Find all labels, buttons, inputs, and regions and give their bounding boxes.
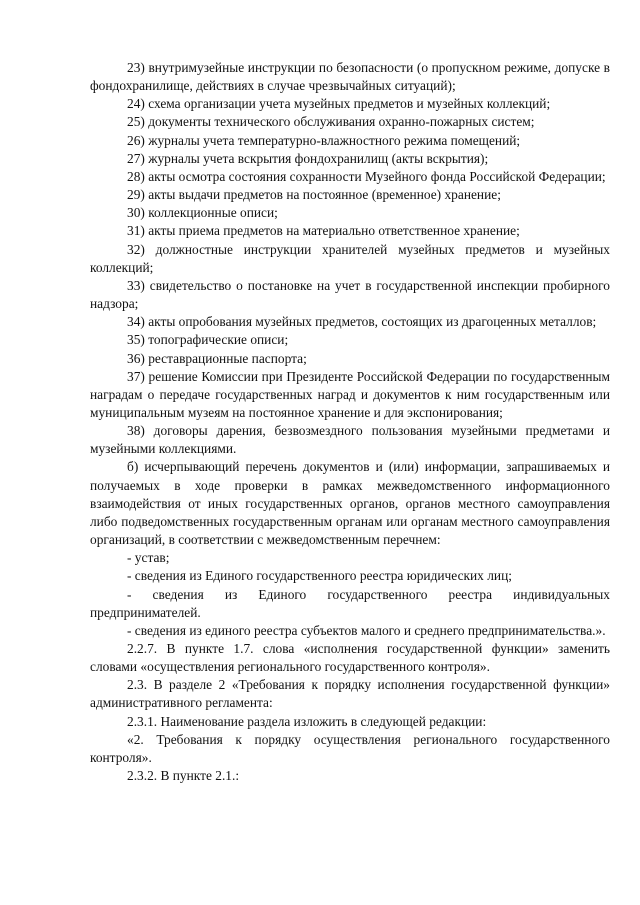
sublist-item-sme-registry: - сведения из единого реестра субъектов малого и среднего предпринимательства.». bbox=[127, 622, 606, 638]
clause-2-3: 2.3. В разделе 2 «Требования к порядку исполнения государственной функции» административного регламента: bbox=[90, 677, 610, 711]
list-item-31: 31) акты приема предметов на материально ответственное хранение; bbox=[127, 223, 520, 239]
list-item-25: 25) документы технического обслуживания охранно-пожарных систем; bbox=[127, 114, 535, 130]
list-item-33: 33) свидетельство о постановке на учет в государственной инспекции пробирного надзора; bbox=[90, 277, 610, 312]
sublist-item-egrip: - сведения из Единого государственного реестра индивидуальных предпринимателей. bbox=[90, 586, 610, 620]
list-item-30: 30) коллекционные описи; bbox=[127, 205, 278, 221]
list-item-38: 38) договоры дарения, безвозмездного пользования музейными предметами и музейными коллекциями. bbox=[90, 423, 610, 457]
clause-2-3-1: 2.3.1. Наименование раздела изложить в следующей редакции: bbox=[127, 713, 487, 729]
clause-2-3-2: 2.3.2. В пункте 2.1.: bbox=[127, 768, 240, 784]
section-2-new-title: «2. Требования к порядку осуществления регионального государственного контроля». bbox=[90, 731, 610, 765]
list-item-26: 26) журналы учета температурно-влажностного режима помещений; bbox=[127, 132, 521, 148]
list-item-24: 24) схема организации учета музейных предметов и музейных коллекций; bbox=[127, 96, 551, 112]
list-item-28: 28) акты осмотра состояния сохранности Музейного фонда Российской Федерации; bbox=[127, 168, 606, 184]
sublist-item-egrul: - сведения из Единого государственного реестра юридических лиц; bbox=[127, 568, 512, 584]
document-body bbox=[90, 59, 610, 785]
list-item-34: 34) акты опробования музейных предметов, состоящих из драгоценных металлов; bbox=[127, 314, 597, 330]
paragraph-b: б) исчерпывающий перечень документов и (или) информации, запрашиваемых и получаемых в ходе проверки в рамках межведомственного информационного взаимодействия от иных государственных органов, органов местного самоуправления либо подведомственных государственным органам или органам местного самоуправления организаций, в соответствии с межведомственным перечнем: bbox=[90, 459, 610, 548]
sublist-item-charter: - устав; bbox=[127, 550, 170, 566]
list-item-35: 35) топографические описи; bbox=[127, 332, 289, 348]
list-item-36: 36) реставрационные паспорта; bbox=[127, 350, 307, 366]
list-item-23: 23) внутримузейные инструкции по безопасности (о пропускном режиме, допуске в фондохранилище, действиях в случае чрезвычайных ситуаций); bbox=[90, 60, 610, 94]
clause-2-2-7: 2.2.7. В пункте 1.7. слова «исполнения государственной функции» заменить словами «осуществления регионального государственного контроля». bbox=[90, 641, 610, 675]
list-item-32: 32) должностные инструкции хранителей музейных предметов и музейных коллекций; bbox=[90, 241, 610, 275]
list-item-37: 37) решение Комиссии при Президенте Российской Федерации по государственным наградам о передаче государственных наград и документов к ним государственным или муниципальным музеям на постоянное хранение и для экспонирования; bbox=[90, 368, 610, 420]
list-item-27: 27) журналы учета вскрытия фондохранилищ (акты вскрытия); bbox=[127, 150, 489, 166]
list-item-29: 29) акты выдачи предметов на постоянное (временное) хранение; bbox=[127, 187, 501, 203]
